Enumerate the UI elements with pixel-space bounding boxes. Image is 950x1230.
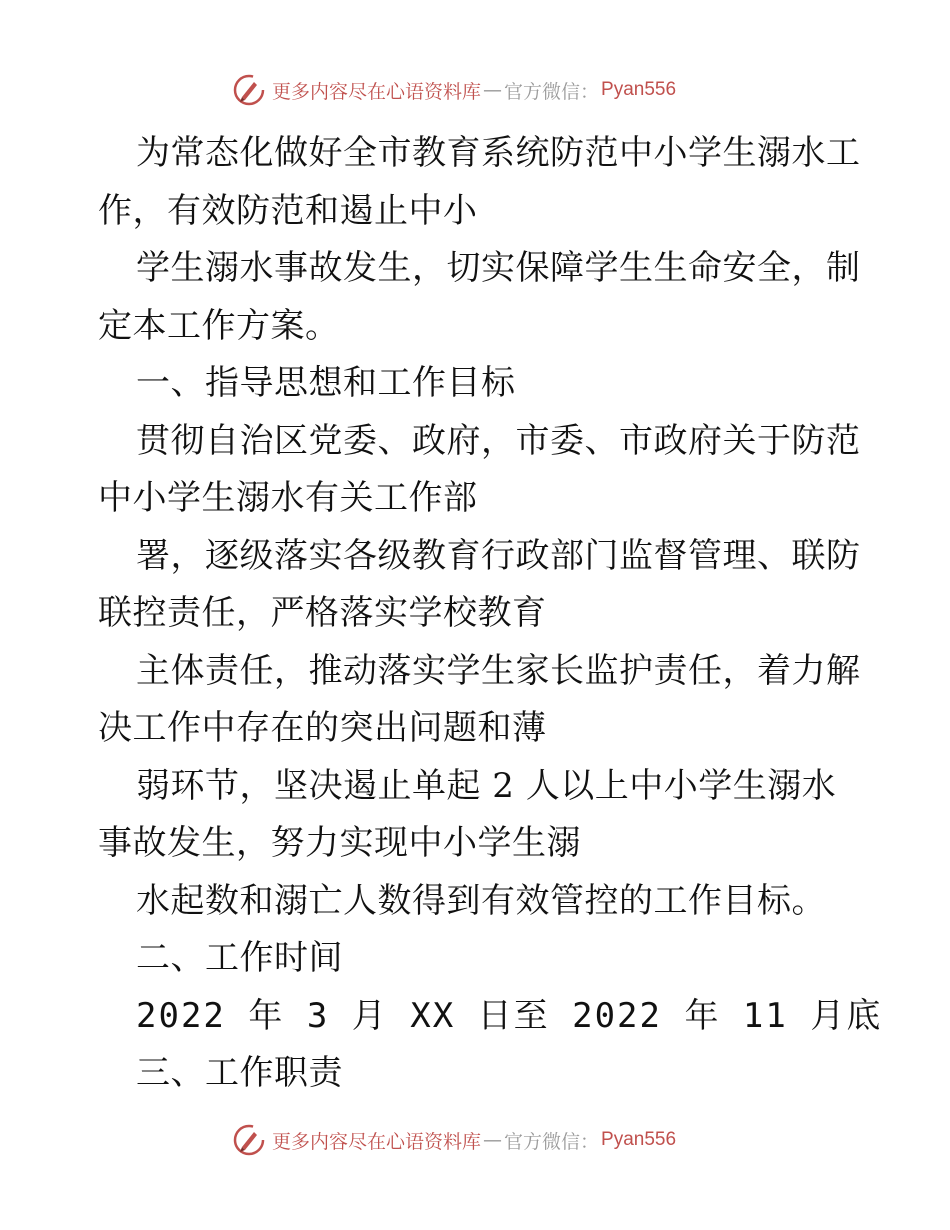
text-line: 联控责任，严格落实学校教育: [98, 593, 547, 633]
watermark-brand-text: 更多内容尽在心语资料库: [272, 80, 482, 103]
watermark-wechat-label: 官方微信：: [504, 80, 600, 103]
header-watermark: [232, 72, 676, 108]
watermark-brand-text: 更多内容尽在心语资料库: [272, 1130, 482, 1153]
text-line: 主体责任，推动落实学生家长监护责任，着力解: [136, 650, 861, 691]
watermark-wechat-id: Pyan556: [601, 79, 677, 100]
text-line: 学生溺水事故发生，切实保障学生生命安全，制: [136, 248, 861, 288]
pen-logo-icon: [232, 1123, 266, 1157]
text-line: 水起数和溺亡人数得到有效管控的工作目标。: [136, 880, 826, 921]
text-line: 作，有效防范和遏止中小: [98, 190, 478, 231]
watermark-wechat-id: Pyan556: [601, 1129, 677, 1150]
watermark-dash: —: [483, 1129, 503, 1151]
text-line: 贯彻自治区党委、政府，市委、市政府关于防范: [136, 420, 861, 461]
section-heading: 一、指导思想和工作目标: [136, 363, 516, 403]
text-line: 署，逐级落实各级教育行政部门监督管理、联防: [136, 535, 861, 576]
pen-logo-icon: [232, 73, 266, 107]
section-heading: 三、工作职责: [136, 1053, 343, 1093]
text-line: 中小学生溺水有关工作部: [98, 478, 478, 518]
document-body: [98, 125, 883, 1103]
watermark-dash: —: [483, 79, 503, 101]
section-heading: 二、工作时间: [136, 938, 343, 978]
watermark-wechat-label: 官方微信：: [504, 1130, 600, 1153]
text-line: 定本工作方案。: [98, 305, 340, 346]
footer-watermark: [232, 1122, 676, 1158]
text-line: 决工作中存在的突出问题和薄: [98, 708, 547, 748]
text-line: 弱环节，坚决遏止单起 2 人以上中小学生溺水: [136, 765, 837, 806]
date-range-line: 2022 年 3 月 XX 日至 2022 年 11 月底: [136, 995, 883, 1036]
text-line: 事故发生，努力实现中小学生溺: [98, 823, 581, 863]
text-line: 为常态化做好全市教育系统防范中小学生溺水工: [136, 133, 861, 173]
